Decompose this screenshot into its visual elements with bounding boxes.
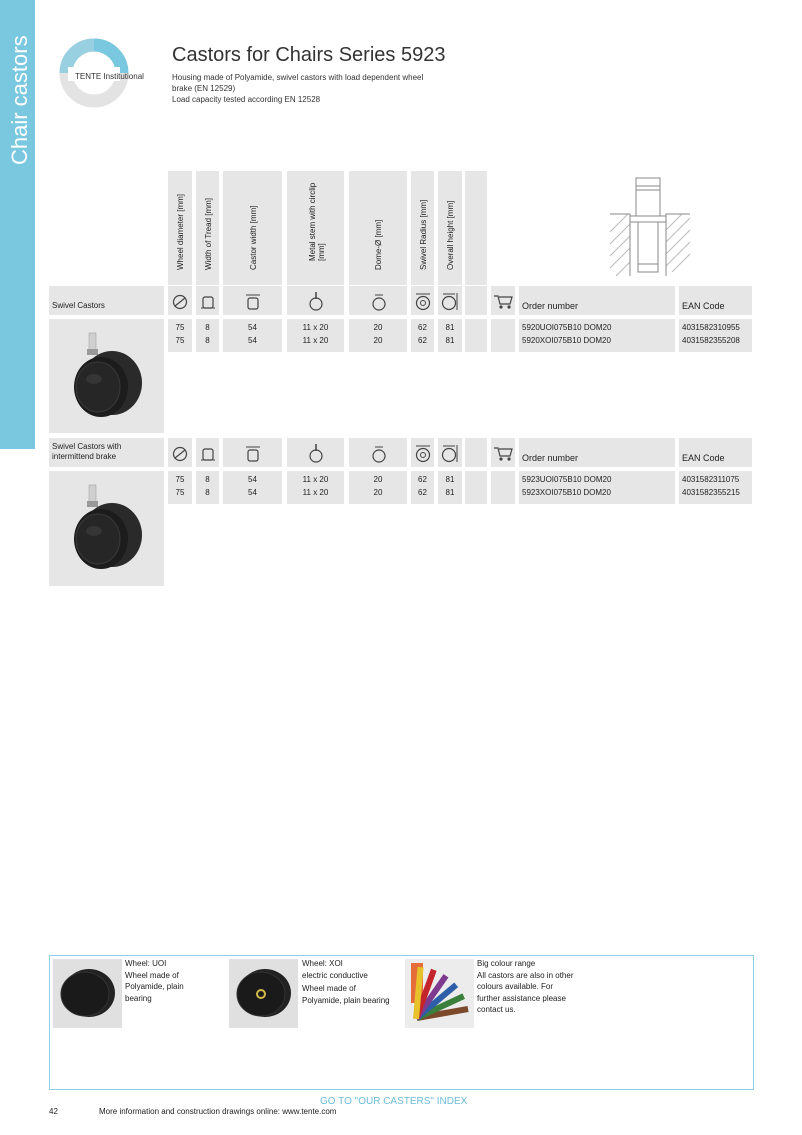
- wheel-diameter-icon: [172, 446, 188, 462]
- icon-cell: [411, 438, 434, 467]
- cell-value: 81: [445, 336, 455, 345]
- side-tab-label: Chair castors: [7, 35, 32, 165]
- castor-width-icon: [244, 293, 262, 311]
- icon-cell: [349, 438, 407, 467]
- col-header-blank: [465, 171, 487, 285]
- icon-cell: [465, 286, 487, 315]
- wheel-uoi-thumb: [53, 959, 122, 1028]
- cell-value: 54: [248, 488, 257, 497]
- wheel-diameter-icon: [172, 294, 188, 310]
- cell-value: 11 x 20: [302, 336, 329, 345]
- cell-column: [287, 471, 344, 504]
- wheel-xoi-thumb: [229, 959, 298, 1028]
- dome-icon: [369, 443, 389, 463]
- order-number: 5920UOI075B10 DOM20: [522, 323, 612, 332]
- section-label: Swivel Castors: [52, 301, 105, 310]
- order-number: 5923XOI075B10 DOM20: [522, 488, 611, 497]
- col-header-stem: Metal stem with circlip [mm]: [287, 171, 344, 285]
- cell-value: 81: [445, 323, 455, 332]
- col-header-castor-width: Castor width [mm]: [223, 171, 282, 285]
- info-uoi: [125, 958, 210, 1004]
- swivel-radius-icon: [413, 291, 433, 311]
- cell-value: 8: [205, 323, 210, 332]
- icon-cell: [196, 438, 219, 467]
- ean-code: 4031582355215: [682, 488, 740, 497]
- cell-value: 81: [445, 475, 455, 484]
- cell-value: 11 x 20: [302, 475, 329, 484]
- cart-icon: [493, 444, 513, 462]
- ean-code: 4031582355208: [682, 336, 740, 345]
- cell-column: [168, 471, 192, 504]
- swivel-radius-icon: [413, 443, 433, 463]
- cell-column: [196, 319, 219, 352]
- ean-code: 4031582311075: [682, 475, 740, 484]
- goto-index-link[interactable]: GO TO "OUR CASTERS" INDEX: [320, 1096, 468, 1107]
- icon-cell: [438, 438, 462, 467]
- description-line: Housing made of Polyamide, swivel castors with load dependent wheel: [172, 73, 424, 82]
- cell-column: [168, 319, 192, 352]
- castor-width-icon: [244, 445, 262, 463]
- overall-height-icon: [440, 443, 460, 463]
- tread-width-icon: [200, 446, 216, 462]
- info-xoi-title: Wheel: XOI: [302, 959, 343, 968]
- order-header: Order number: [522, 301, 579, 311]
- stem-drawing: [608, 172, 692, 280]
- cell-column: [411, 319, 434, 352]
- cell-value: 75: [175, 336, 185, 345]
- info-xoi: [302, 958, 397, 1006]
- cell-value: 75: [175, 475, 185, 484]
- info-colour: [477, 958, 577, 1016]
- footer-text: More information and construction drawings online: www.tente.com: [99, 1107, 337, 1116]
- icon-cell: [223, 438, 282, 467]
- icon-cell: [287, 286, 344, 315]
- cell-column: [491, 319, 515, 352]
- ean-header-bar: [679, 438, 752, 467]
- brand-label: TENTE Institutional: [75, 72, 144, 81]
- icon-cell: [168, 438, 192, 467]
- cell-value: 54: [248, 336, 257, 345]
- info-colour-title: Big colour range: [477, 959, 536, 968]
- cell-column: [438, 319, 462, 352]
- order-number: 5920XOI075B10 DOM20: [522, 336, 611, 345]
- cell-value: 62: [418, 475, 427, 484]
- col-header-tread: Width of Tread [mm]: [196, 171, 219, 285]
- cell-value: 54: [248, 323, 257, 332]
- icon-cell: [287, 438, 344, 467]
- info-colour-text: All castors are also in other colours available. For further assistance please contact us.: [477, 970, 574, 1014]
- icon-cell: [491, 286, 515, 315]
- cell-value: 62: [418, 336, 427, 345]
- dome-icon: [369, 291, 389, 311]
- icon-cell: [465, 438, 487, 467]
- cell-column: [438, 471, 462, 504]
- cell-value: 62: [418, 488, 427, 497]
- castor-photo: [49, 471, 164, 586]
- col-header-diameter: Wheel diameter [mm]: [168, 171, 192, 285]
- ean-header-bar: [679, 286, 752, 315]
- cell-value: 54: [248, 475, 257, 484]
- ean-header: EAN Code: [682, 301, 725, 311]
- info-uoi-title: Wheel: UOI: [125, 959, 167, 968]
- cell-column: [465, 471, 487, 504]
- cell-value: 62: [418, 323, 427, 332]
- cell-column: [491, 471, 515, 504]
- cell-column: [465, 319, 487, 352]
- section-label: Swivel Castors with intermittend brake: [52, 442, 122, 461]
- colour-range-thumb: [405, 959, 474, 1028]
- cell-value: 75: [175, 323, 185, 332]
- ean-cell: [679, 319, 752, 352]
- info-uoi-text: Wheel made of Polyamide, plain bearing: [125, 970, 184, 1003]
- overall-height-icon: [440, 291, 460, 311]
- cell-value: 20: [373, 475, 383, 484]
- info-box: [49, 955, 754, 1090]
- description-line: brake (EN 12529): [172, 84, 236, 93]
- icon-cell: [196, 286, 219, 315]
- col-header-height: Overall height [mm]: [438, 171, 462, 285]
- order-cell: [519, 319, 675, 352]
- cell-value: 81: [445, 488, 455, 497]
- cell-value: 75: [175, 488, 185, 497]
- cell-value: 8: [205, 488, 210, 497]
- tread-width-icon: [200, 294, 216, 310]
- order-cell: [519, 471, 675, 504]
- cell-value: 20: [373, 488, 383, 497]
- col-header-dome: Dome-Ø [mm]: [349, 171, 407, 285]
- page-title: Castors for Chairs Series 5923: [172, 44, 446, 66]
- icon-cell: [491, 438, 515, 467]
- cell-value: 11 x 20: [302, 488, 329, 497]
- stem-icon: [306, 291, 326, 311]
- ean-code: 4031582310955: [682, 323, 740, 332]
- col-header-radius: Swivel Radius [mm]: [411, 171, 434, 285]
- icon-cell: [349, 286, 407, 315]
- info-xoi-subtitle: electric conductive: [302, 970, 368, 980]
- icon-cell: [411, 286, 434, 315]
- side-tab: [0, 0, 35, 449]
- order-header-bar: [519, 286, 675, 315]
- info-xoi-text: Wheel made of Polyamide, plain bearing: [302, 984, 390, 1005]
- castor-photo: [49, 319, 164, 433]
- cell-value: 11 x 20: [302, 323, 329, 332]
- page-number: 42: [49, 1107, 58, 1116]
- icon-cell: [438, 286, 462, 315]
- icon-cell: [223, 286, 282, 315]
- cell-column: [349, 319, 407, 352]
- section-label-bar: [49, 438, 164, 467]
- cell-value: 8: [205, 475, 210, 484]
- ean-header: EAN Code: [682, 453, 725, 463]
- cell-value: 20: [373, 323, 383, 332]
- cell-column: [196, 471, 219, 504]
- section-label-bar: [49, 286, 164, 315]
- cell-column: [411, 471, 434, 504]
- cart-icon: [493, 292, 513, 310]
- order-number: 5923UOI075B10 DOM20: [522, 475, 612, 484]
- cell-value: 20: [373, 336, 383, 345]
- ean-cell: [679, 471, 752, 504]
- cell-column: [223, 471, 282, 504]
- icon-cell: [168, 286, 192, 315]
- cell-column: [223, 319, 282, 352]
- cell-value: 8: [205, 336, 210, 345]
- stem-icon: [306, 443, 326, 463]
- cell-column: [287, 319, 344, 352]
- description: [172, 72, 472, 105]
- description-line: Load capacity tested according EN 12528: [172, 95, 321, 104]
- cell-column: [349, 471, 407, 504]
- order-header: Order number: [522, 453, 579, 463]
- order-header-bar: [519, 438, 675, 467]
